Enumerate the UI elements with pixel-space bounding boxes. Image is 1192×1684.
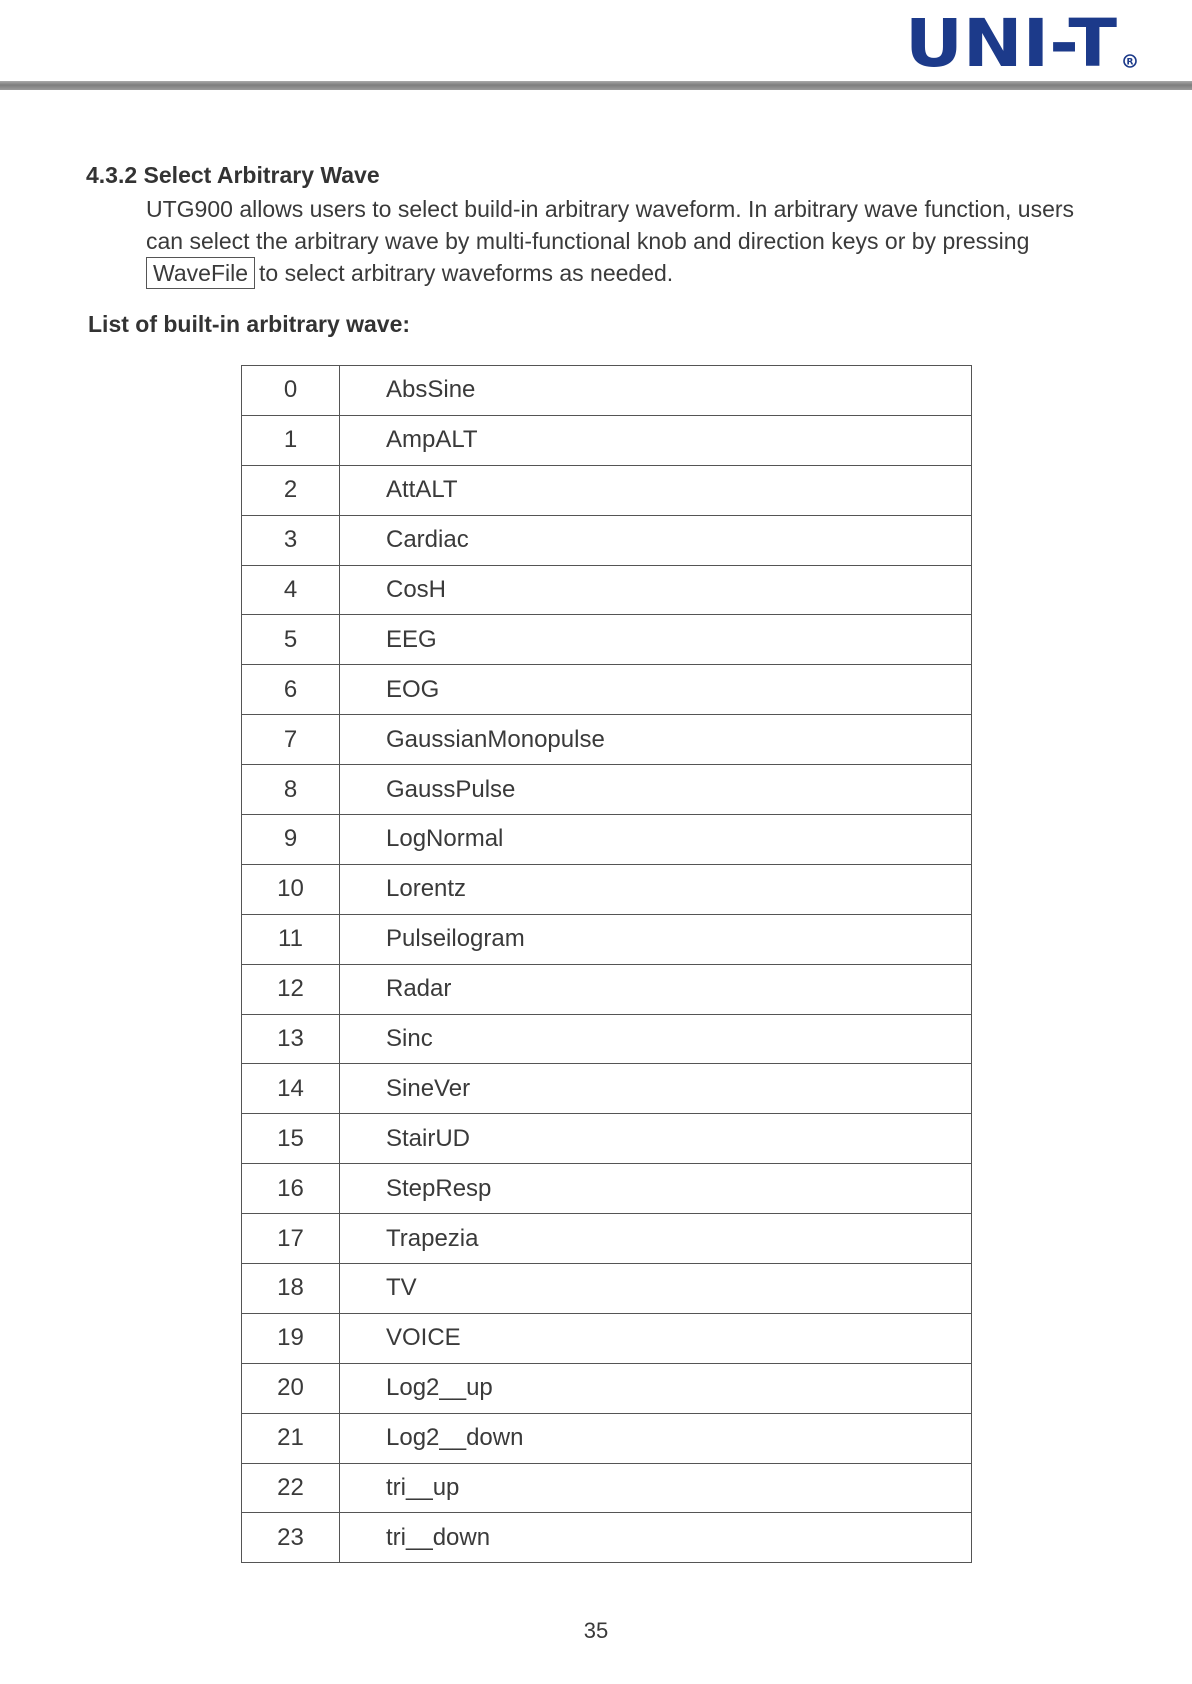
table-row [242, 715, 972, 765]
wave-name: AttALT [340, 465, 972, 515]
wave-name: Sinc [340, 1014, 972, 1064]
uni-t-logo [905, 14, 1140, 76]
table-row [242, 665, 972, 715]
wave-index: 20 [242, 1363, 340, 1413]
intro-line-2: can select the arbitrary wave by multi-functional knob and direction keys or by pressing [146, 228, 1030, 254]
wave-index: 21 [242, 1413, 340, 1463]
wave-index: 1 [242, 415, 340, 465]
registered-mark-letter: R [1126, 57, 1134, 68]
wave-index: 0 [242, 366, 340, 416]
wave-name: EEG [340, 615, 972, 665]
wave-index: 4 [242, 565, 340, 615]
wave-index: 3 [242, 515, 340, 565]
wave-name: CosH [340, 565, 972, 615]
wave-index: 22 [242, 1463, 340, 1513]
intro-paragraph [146, 193, 1146, 289]
table-row [242, 1264, 972, 1314]
intro-line-1: UTG900 allows users to select build-in arbitrary waveform. In arbitrary wave function, users [146, 196, 1075, 222]
wave-name: Pulseilogram [340, 914, 972, 964]
table-row [242, 815, 972, 865]
wave-index: 17 [242, 1214, 340, 1264]
logo-wordmark: UNI-T [905, 14, 1117, 76]
wave-index: 18 [242, 1264, 340, 1314]
table-row [242, 1014, 972, 1064]
table-row [242, 864, 972, 914]
table-row [242, 1413, 972, 1463]
wave-index: 12 [242, 964, 340, 1014]
wave-name: Radar [340, 964, 972, 1014]
table-row [242, 465, 972, 515]
wave-name: AmpALT [340, 415, 972, 465]
table-row [242, 515, 972, 565]
list-heading: List of built-in arbitrary wave: [88, 311, 411, 337]
wave-name: StepResp [340, 1164, 972, 1214]
page-number: 35 [583, 1618, 609, 1643]
wave-name: StairUD [340, 1114, 972, 1164]
wave-name: tri__up [340, 1463, 972, 1513]
wave-index: 9 [242, 815, 340, 865]
table-row [242, 1363, 972, 1413]
wave-index: 2 [242, 465, 340, 515]
wave-name: Trapezia [340, 1214, 972, 1264]
table-row [242, 1114, 972, 1164]
table-row [242, 615, 972, 665]
wave-name: Cardiac [340, 515, 972, 565]
wave-name: GaussPulse [340, 765, 972, 815]
table-row [242, 1463, 972, 1513]
table-row [242, 765, 972, 815]
intro-line-3 [146, 257, 1146, 289]
wave-name: tri__down [340, 1513, 972, 1563]
wave-index: 10 [242, 864, 340, 914]
table-row [242, 1313, 972, 1363]
wave-name: TV [340, 1264, 972, 1314]
table-row [242, 914, 972, 964]
table-row [242, 366, 972, 416]
wave-name: AbsSine [340, 366, 972, 416]
header-rule [0, 81, 1192, 90]
table-row [242, 1214, 972, 1264]
table-row [242, 565, 972, 615]
table-row [242, 1164, 972, 1214]
wave-index: 8 [242, 765, 340, 815]
wave-index: 6 [242, 665, 340, 715]
wave-index: 19 [242, 1313, 340, 1363]
wave-index: 11 [242, 914, 340, 964]
wave-name: Lorentz [340, 864, 972, 914]
wave-index: 14 [242, 1064, 340, 1114]
wave-name: Log2__up [340, 1363, 972, 1413]
table-row [242, 415, 972, 465]
wavefile-key: WaveFile [146, 257, 255, 289]
wave-name: LogNormal [340, 815, 972, 865]
wave-index: 16 [242, 1164, 340, 1214]
intro-line-3-text: to select arbitrary waveforms as needed. [259, 260, 674, 286]
wave-name: VOICE [340, 1313, 972, 1363]
wave-index: 23 [242, 1513, 340, 1563]
wave-name: GaussianMonopulse [340, 715, 972, 765]
table-row [242, 1064, 972, 1114]
table-row [242, 1513, 972, 1563]
wave-index: 5 [242, 615, 340, 665]
section-heading: 4.3.2 Select Arbitrary Wave [86, 162, 380, 188]
wave-index: 15 [242, 1114, 340, 1164]
wave-name: Log2__down [340, 1413, 972, 1463]
wave-name: SineVer [340, 1064, 972, 1114]
wave-index: 13 [242, 1014, 340, 1064]
wave-name: EOG [340, 665, 972, 715]
wave-index: 7 [242, 715, 340, 765]
arbitrary-wave-table [241, 365, 972, 1563]
table-row [242, 964, 972, 1014]
